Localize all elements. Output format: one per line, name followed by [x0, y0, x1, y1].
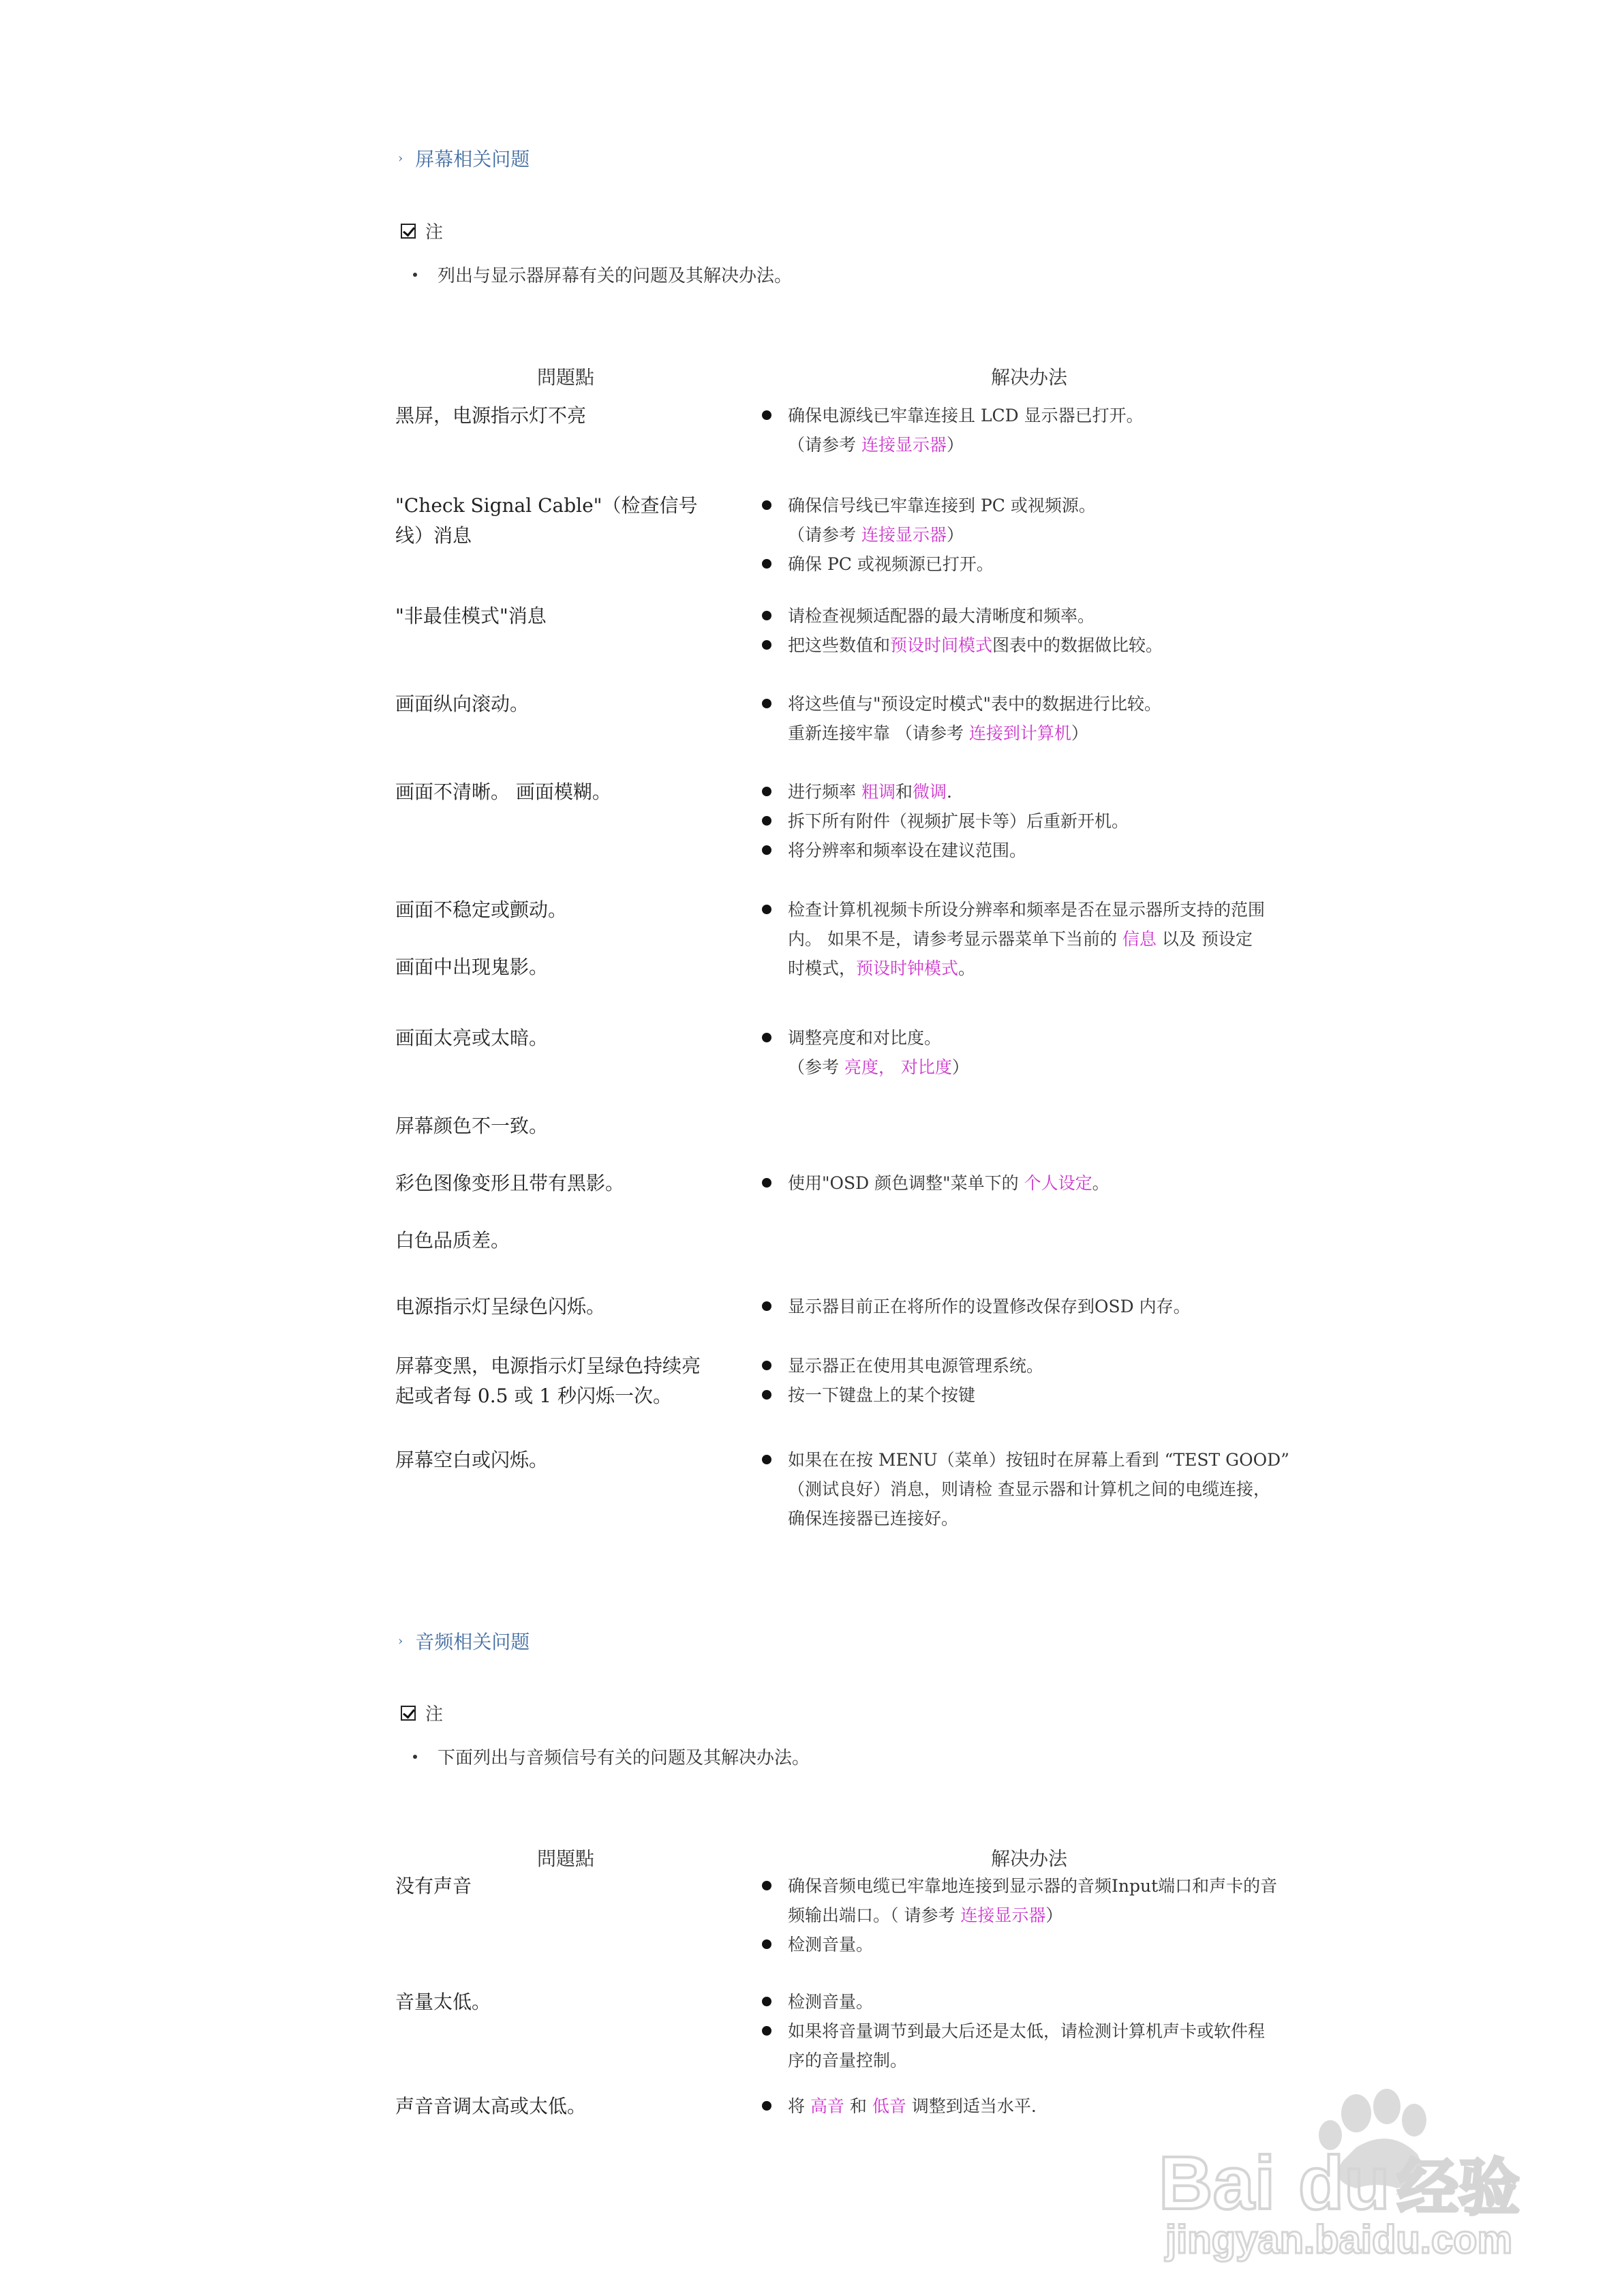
- bullet-icon: [762, 1390, 771, 1400]
- solution-cell: [758, 601, 1344, 660]
- problem-cell: [395, 1023, 736, 1053]
- solution-cell: [758, 1351, 1344, 1410]
- solution-line: [758, 601, 1344, 631]
- note-text-audio: [413, 1744, 810, 1769]
- solution-text: [788, 430, 964, 459]
- solution-text: [788, 719, 1088, 748]
- solution-text-part: 重新连接牢靠 （请参考: [788, 723, 969, 743]
- solution-text: [788, 1871, 1277, 1901]
- solution-text: [788, 1380, 975, 1410]
- solution-text: [788, 689, 1161, 719]
- solution-line: [758, 954, 1344, 983]
- problem-line: "非最佳模式"消息: [395, 605, 547, 627]
- problem-line: 画面不稳定或颤动。: [395, 898, 568, 921]
- bullet-icon: [413, 1755, 417, 1759]
- solution-text-part: 请检查视频适配器的最大清晰度和频率。: [788, 606, 1095, 626]
- solution-text: [788, 601, 1095, 631]
- solution-text: [788, 1475, 1270, 1504]
- problem-line: 电源指示灯呈绿色闪烁。: [395, 1295, 606, 1318]
- solution-line: [758, 924, 1344, 954]
- solution-text-part: 调整到适当水平.: [906, 2096, 1037, 2116]
- solution-text-part: （测试良好）消息，则请检 查显示器和计算机之间的电缆连接，: [788, 1479, 1270, 1499]
- solution-text-part: （参考: [788, 1057, 844, 1077]
- solution-line: [758, 520, 1344, 549]
- watermark-brand-tail: du: [1298, 2141, 1390, 2225]
- solution-line: [758, 836, 1344, 865]
- cross-reference-link[interactable]: 粗调: [861, 782, 896, 802]
- problem-line: 屏幕颜色不一致。: [395, 1115, 549, 1137]
- problem-line: 屏幕空白或闪烁。: [395, 1449, 549, 1471]
- solution-cell: [758, 895, 1344, 983]
- cross-reference-link[interactable]: 亮度， 对比度: [844, 1057, 952, 1077]
- problem-cell: [395, 1987, 736, 2017]
- note-header-audio: [401, 1700, 443, 1725]
- cross-reference-link[interactable]: 低音: [872, 2096, 906, 2116]
- solution-line: [758, 1292, 1344, 1321]
- solution-text: [788, 895, 1265, 924]
- solution-line: [758, 2046, 1344, 2075]
- solution-text-part: 显示器目前正在将所作的设置修改保存到OSD 内存。: [788, 1297, 1191, 1316]
- problem-cell: [395, 895, 736, 982]
- problem-cell: [395, 689, 736, 719]
- solution-text-part: 确保连接器已连接好。: [788, 1509, 959, 1528]
- checkbox-icon: [401, 1706, 416, 1721]
- solution-line: [758, 1168, 1344, 1198]
- note-header-screen: [401, 218, 443, 243]
- solution-text-part: 。: [1092, 1173, 1110, 1193]
- solution-line: [758, 1351, 1344, 1380]
- solution-text-part: 检测音量。: [788, 1935, 874, 1954]
- problem-cell: [395, 491, 736, 551]
- solution-text-part: 图表中的数据做比较。: [992, 635, 1163, 655]
- solution-text: [788, 2091, 1037, 2121]
- bullet-icon: [762, 1881, 771, 1890]
- solution-text-part: 将分辨率和频率设在建议范围。: [788, 841, 1027, 860]
- solution-line: [758, 1930, 1344, 1959]
- problem-line: 声音音调太高或太低。: [395, 2095, 587, 2117]
- cross-reference-link[interactable]: 信息: [1122, 929, 1157, 949]
- solution-cell: [758, 689, 1344, 748]
- problem-line: 画面纵向滚动。: [395, 693, 530, 715]
- problem-line: 画面太亮或太暗。: [395, 1027, 549, 1049]
- solution-line: [758, 491, 1344, 520]
- cross-reference-link[interactable]: 预设时间模式: [890, 635, 993, 655]
- solution-line: [758, 430, 1344, 459]
- solution-line: [758, 401, 1344, 430]
- solution-text: [788, 1053, 969, 1082]
- note-label: 注: [425, 222, 444, 243]
- solution-text: [788, 1901, 1062, 1930]
- section-title-text: 屏幕相关问题: [415, 148, 530, 170]
- chevron-right-icon: ›: [398, 1633, 403, 1648]
- solution-text-part: ）: [951, 1057, 969, 1077]
- solution-line: [758, 777, 1344, 806]
- column-header-problem: 問題點: [536, 1847, 594, 1870]
- solution-text: [788, 2046, 907, 2075]
- cross-reference-link[interactable]: 微调: [912, 782, 947, 802]
- bullet-icon: [762, 1178, 771, 1188]
- bullet-icon: [762, 787, 771, 796]
- solution-text: [788, 2016, 1265, 2046]
- solution-text-part: 确保电源线已牢靠连接且 LCD 显示器已打开。: [788, 406, 1144, 425]
- solution-line: [758, 1871, 1344, 1901]
- problem-cell: [395, 1292, 736, 1322]
- bullet-icon: [762, 410, 771, 420]
- bullet-icon: [762, 1033, 771, 1042]
- solution-text-part: ）: [946, 435, 964, 455]
- note-text: 列出与显示器屏幕有关的问题及其解决办法。: [438, 266, 793, 286]
- bullet-icon: [762, 1361, 771, 1370]
- bullet-icon: [762, 500, 771, 510]
- solution-line: [758, 1475, 1344, 1504]
- solution-text-part: 检查计算机视频卡所设分辨率和频率是否在显示器所支持的范围: [788, 900, 1266, 920]
- solution-line: [758, 1987, 1344, 2016]
- watermark-suffix: 经验: [1397, 2152, 1520, 2224]
- solution-text-part: 将这些值与"预设定时模式"表中的数据进行比较。: [788, 694, 1161, 714]
- watermark-brand: Bai: [1159, 2141, 1276, 2225]
- solution-text-part: 检测音量。: [788, 1992, 874, 2012]
- solution-text: [788, 1445, 1289, 1475]
- solution-text-part: 将: [788, 2096, 810, 2116]
- bullet-icon: [762, 611, 771, 620]
- column-header-solution: 解决办法: [990, 366, 1067, 389]
- solution-line: [758, 1901, 1344, 1930]
- section-title-screen: [398, 145, 530, 172]
- solution-cell: [758, 1168, 1344, 1198]
- cross-reference-link[interactable]: 个人设定: [1024, 1173, 1092, 1193]
- solution-line: [758, 689, 1344, 719]
- solution-cell: [758, 1292, 1344, 1321]
- solution-text: [788, 1930, 873, 1959]
- solution-text-part: 和: [844, 2096, 872, 2116]
- baidu-jingyan-watermark: [1152, 2086, 1533, 2263]
- section-title-audio: [398, 1627, 530, 1655]
- problem-line: 屏幕变黑，电源指示灯呈绿色持续亮: [395, 1355, 701, 1377]
- cross-reference-link[interactable]: 连接到计算机: [968, 723, 1071, 743]
- column-header-solution: 解决办法: [990, 1847, 1067, 1870]
- cross-reference-link[interactable]: 预设时钟模式: [856, 958, 959, 978]
- problem-cell: [395, 2091, 736, 2121]
- solution-text-part: ）: [946, 525, 964, 545]
- problem-cell: [395, 1445, 736, 1475]
- problem-line: 线）消息: [395, 524, 472, 547]
- bullet-icon: [762, 2026, 771, 2036]
- bullet-icon: [762, 559, 771, 569]
- solution-text-part: 进行频率: [788, 782, 861, 802]
- solution-text-part: ）: [1071, 723, 1088, 743]
- solution-cell: [758, 401, 1344, 459]
- problem-line: 彩色图像变形且带有黑影。: [395, 1172, 625, 1194]
- bullet-icon: [762, 1301, 771, 1311]
- bullet-icon: [762, 640, 771, 650]
- problem-line: [395, 925, 736, 952]
- solution-text: [788, 549, 994, 579]
- solution-text: [788, 924, 1253, 954]
- bullet-icon: [762, 816, 771, 826]
- column-header-problem: 問題點: [536, 366, 594, 389]
- solution-text-part: 确保 PC 或视频源已打开。: [788, 554, 994, 574]
- solution-text-part: 确保音频电缆已牢靠地连接到显示器的音频Input端口和声卡的音: [788, 1876, 1278, 1896]
- solution-text: [788, 1023, 941, 1053]
- note-text: 下面列出与音频信号有关的问题及其解决办法。: [438, 1748, 810, 1768]
- solution-line: [758, 631, 1344, 660]
- watermark-url: jingyan.baidu.com: [1165, 2218, 1513, 2262]
- solution-text: [788, 954, 975, 983]
- solution-line: [758, 806, 1344, 836]
- solution-text-part: 调整亮度和对比度。: [788, 1028, 942, 1048]
- solution-text: [788, 631, 1163, 660]
- solution-text: [788, 1351, 1043, 1380]
- solution-line: [758, 1053, 1344, 1082]
- paw-logo-icon: [1152, 2086, 1533, 2263]
- problem-cell: [395, 601, 736, 631]
- solution-line: [758, 719, 1344, 748]
- problem-cell: [395, 401, 736, 431]
- solution-cell: [758, 1445, 1344, 1533]
- solution-text: [788, 520, 964, 549]
- problem-cell: [395, 1351, 736, 1411]
- problem-cell: [395, 1871, 736, 1901]
- bullet-icon: [762, 1455, 771, 1464]
- solution-text: [788, 836, 1026, 865]
- note-label: 注: [425, 1704, 444, 1725]
- solution-text-part: .: [947, 782, 952, 802]
- solution-cell: [758, 1987, 1344, 2075]
- problem-line: 起或者每 0.5 或 1 秒闪烁一次。: [395, 1385, 672, 1407]
- solution-text-part: （请参考: [788, 435, 861, 455]
- bullet-icon: [762, 845, 771, 855]
- solution-text-part: 显示器正在使用其电源管理系统。: [788, 1356, 1044, 1376]
- solution-line: [758, 2016, 1344, 2046]
- section-title-text: 音频相关问题: [415, 1631, 530, 1653]
- solution-text-part: 如果在在按 MENU（菜单）按钮时在屏幕上看到 “TEST GOOD”: [788, 1450, 1289, 1470]
- solution-text: [788, 491, 1096, 520]
- solution-line: [758, 895, 1344, 924]
- solution-cell: [758, 1023, 1344, 1082]
- cross-reference-link[interactable]: 连接显示器: [861, 435, 947, 455]
- solution-text-part: 确保信号线已牢靠连接到 PC 或视频源。: [788, 496, 1096, 515]
- problem-line: 画面中出现鬼影。: [395, 956, 549, 978]
- chevron-right-icon: ›: [398, 151, 403, 166]
- problem-line: 音量太低。: [395, 1991, 491, 2013]
- solution-text-part: 时模式，: [788, 958, 857, 978]
- solution-line: [758, 1023, 1344, 1053]
- solution-text-part: 频输出端口。（ 请参考: [788, 1905, 961, 1925]
- solution-text-part: （请参考: [788, 525, 861, 545]
- solution-text-part: ）: [1045, 1905, 1063, 1925]
- solution-line: [758, 1380, 1344, 1410]
- solution-text-part: 和: [895, 782, 913, 802]
- solution-text-part: 把这些数值和: [788, 635, 891, 655]
- bullet-icon: [762, 905, 771, 914]
- solution-text: [788, 1504, 958, 1533]
- problem-cell: [395, 777, 736, 807]
- bullet-icon: [762, 699, 771, 708]
- bullet-icon: [762, 1939, 771, 1949]
- solution-text-part: 按一下键盘上的某个按键: [788, 1385, 976, 1405]
- problem-line: "Check Signal Cable"（检查信号: [395, 494, 698, 517]
- solution-line: [758, 549, 1344, 579]
- problem-cell: [395, 1111, 736, 1256]
- bullet-icon: [413, 273, 417, 277]
- problem-line: 白色品质差。: [395, 1229, 510, 1252]
- problem-line: 没有声音: [395, 1875, 472, 1897]
- solution-text: [788, 777, 952, 806]
- problem-line: [395, 1198, 736, 1226]
- solution-text-part: 如果将音量调节到最大后还是太低，请检测计算机声卡或软件程: [788, 2021, 1266, 2041]
- solution-text: [788, 1987, 873, 2016]
- note-text-screen: [413, 262, 792, 287]
- solution-text: [788, 1292, 1191, 1321]
- cross-reference-link[interactable]: 连接显示器: [861, 525, 947, 545]
- solution-text-part: 内。 如果不是，请参考显示器菜单下当前的: [788, 929, 1122, 949]
- cross-reference-link[interactable]: 高音: [810, 2096, 844, 2116]
- solution-text-part: 。: [958, 958, 976, 978]
- bullet-icon: [762, 1997, 771, 2006]
- solution-text: [788, 401, 1144, 430]
- checkbox-icon: [401, 224, 416, 239]
- solution-cell: [758, 777, 1344, 865]
- solution-text-part: 拆下所有附件（视频扩展卡等）后重新开机。: [788, 811, 1129, 831]
- cross-reference-link[interactable]: 连接显示器: [960, 1905, 1046, 1925]
- solution-text-part: 以及 预设定: [1156, 929, 1253, 949]
- problem-line: 画面不清晰。 画面模糊。: [395, 781, 611, 803]
- solution-cell: [758, 1871, 1344, 1959]
- solution-text: [788, 806, 1129, 836]
- solution-text-part: 序的音量控制。: [788, 2051, 908, 2070]
- problem-line: 黑屏，电源指示灯不亮: [395, 404, 587, 427]
- problem-line: [395, 1141, 736, 1168]
- solution-line: [758, 1504, 1344, 1533]
- solution-text: [788, 1168, 1110, 1198]
- solution-text-part: 使用"OSD 颜色调整"菜单下的: [788, 1173, 1024, 1193]
- solution-line: [758, 1445, 1344, 1475]
- bullet-icon: [762, 2101, 771, 2111]
- solution-cell: [758, 491, 1344, 579]
